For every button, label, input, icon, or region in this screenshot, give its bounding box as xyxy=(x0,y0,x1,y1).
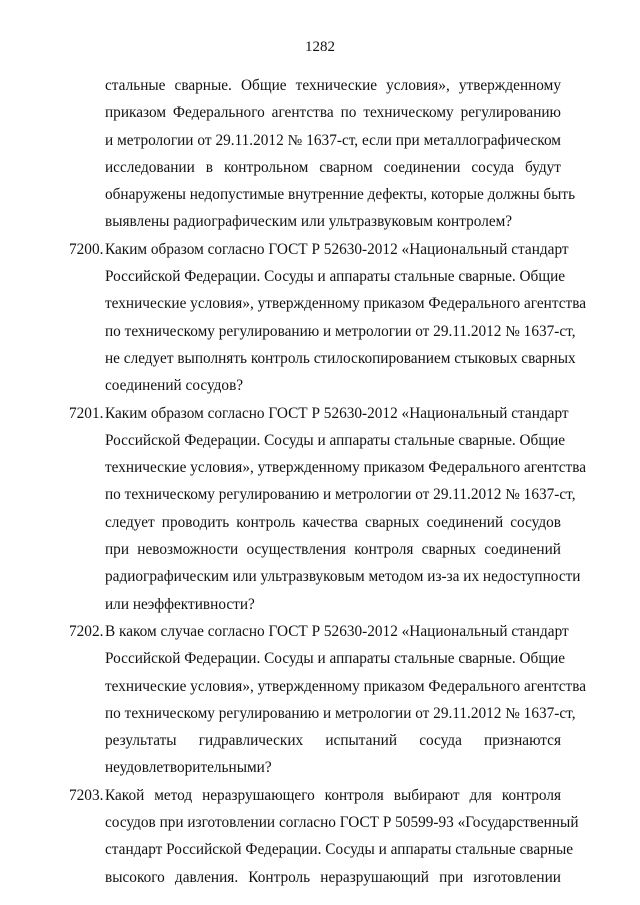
text-line: по техническому регулированию и метрологии от 29.11.2012 № 1637-ст, xyxy=(105,322,576,340)
text-line: технические условия», утвержденному приказом Федерального агентства xyxy=(105,459,587,477)
question-number: 7203. xyxy=(69,786,104,804)
text-line: Российской Федерации. Сосуды и аппараты стальные сварные. Общие xyxy=(105,268,566,286)
text-line: стальные сварные. Общие технические условия», утвержденному xyxy=(105,77,561,94)
text-line: Российской Федерации. Сосуды и аппараты стальные сварные. Общие xyxy=(105,650,566,668)
text-line: Российской Федерации. Сосуды и аппараты стальные сварные. Общие xyxy=(105,431,566,449)
question-number: 7201. xyxy=(69,404,104,422)
text-line: сосудов при изготовлении согласно ГОСТ Р 50599-93 «Государственный xyxy=(105,814,579,832)
text-line: неудовлетворительными? xyxy=(105,759,272,777)
document-body xyxy=(69,72,587,891)
text-line: соединений сосудов? xyxy=(105,377,244,395)
question-item-7201 xyxy=(69,400,587,618)
text-line: и метрологии от 29.11.2012 № 1637-ст, если при металлографическом xyxy=(105,131,561,149)
text-line: технические условия», утвержденному приказом Федерального агентства xyxy=(105,295,587,313)
text-line: или неэффективности? xyxy=(105,595,255,613)
question-number: 7200. xyxy=(69,240,104,258)
question-item-7200 xyxy=(69,236,587,400)
question-item-7203 xyxy=(69,782,579,891)
text-line: по техническому регулированию и метрологии от 29.11.2012 № 1637-ст, xyxy=(105,704,576,722)
text-line: технические условия», утвержденному приказом Федерального агентства xyxy=(105,677,587,695)
text-line: исследовании в контрольном сварном соединении сосуда будут xyxy=(105,158,561,176)
text-line: В каком случае согласно ГОСТ Р 52630-2012 «Национальный стандарт xyxy=(105,622,569,640)
text-line: при невозможности осуществления контроля сварных соединений xyxy=(105,541,561,559)
text-line: стандарт Российской Федерации. Сосуды и аппараты стальные сварные xyxy=(105,841,574,859)
text-line: обнаружены недопустимые внутренние дефекты, которые должны быть xyxy=(105,186,576,204)
text-line: Каким образом согласно ГОСТ Р 52630-2012 «Национальный стандарт xyxy=(105,240,569,258)
question-item-7202 xyxy=(69,618,587,782)
text-line: приказом Федерального агентства по техническому регулированию xyxy=(105,104,561,122)
text-line: выявлены радиографическим или ультразвуковым контролем? xyxy=(105,213,513,231)
text-line: результаты гидравлических испытаний сосуда признаются xyxy=(105,732,561,750)
text-line: радиографическим или ультразвуковым методом из-за их недоступности xyxy=(105,568,581,586)
question-number: 7202. xyxy=(69,622,104,640)
text-line: следует проводить контроль качества сварных соединений сосудов xyxy=(105,513,561,531)
text-line: Каким образом согласно ГОСТ Р 52630-2012 «Национальный стандарт xyxy=(105,404,569,422)
page-number: 1282 xyxy=(305,39,335,55)
text-line: по техническому регулированию и метрологии от 29.11.2012 № 1637-ст, xyxy=(105,486,576,504)
text-line: не следует выполнять контроль стилоскопированием стыковых сварных xyxy=(105,349,576,367)
text-line: высокого давления. Контроль неразрушающий при изготовлении xyxy=(105,868,561,886)
text-line: Какой метод неразрушающего контроля выбирают для контроля xyxy=(105,786,561,804)
continued-paragraph xyxy=(69,72,576,236)
